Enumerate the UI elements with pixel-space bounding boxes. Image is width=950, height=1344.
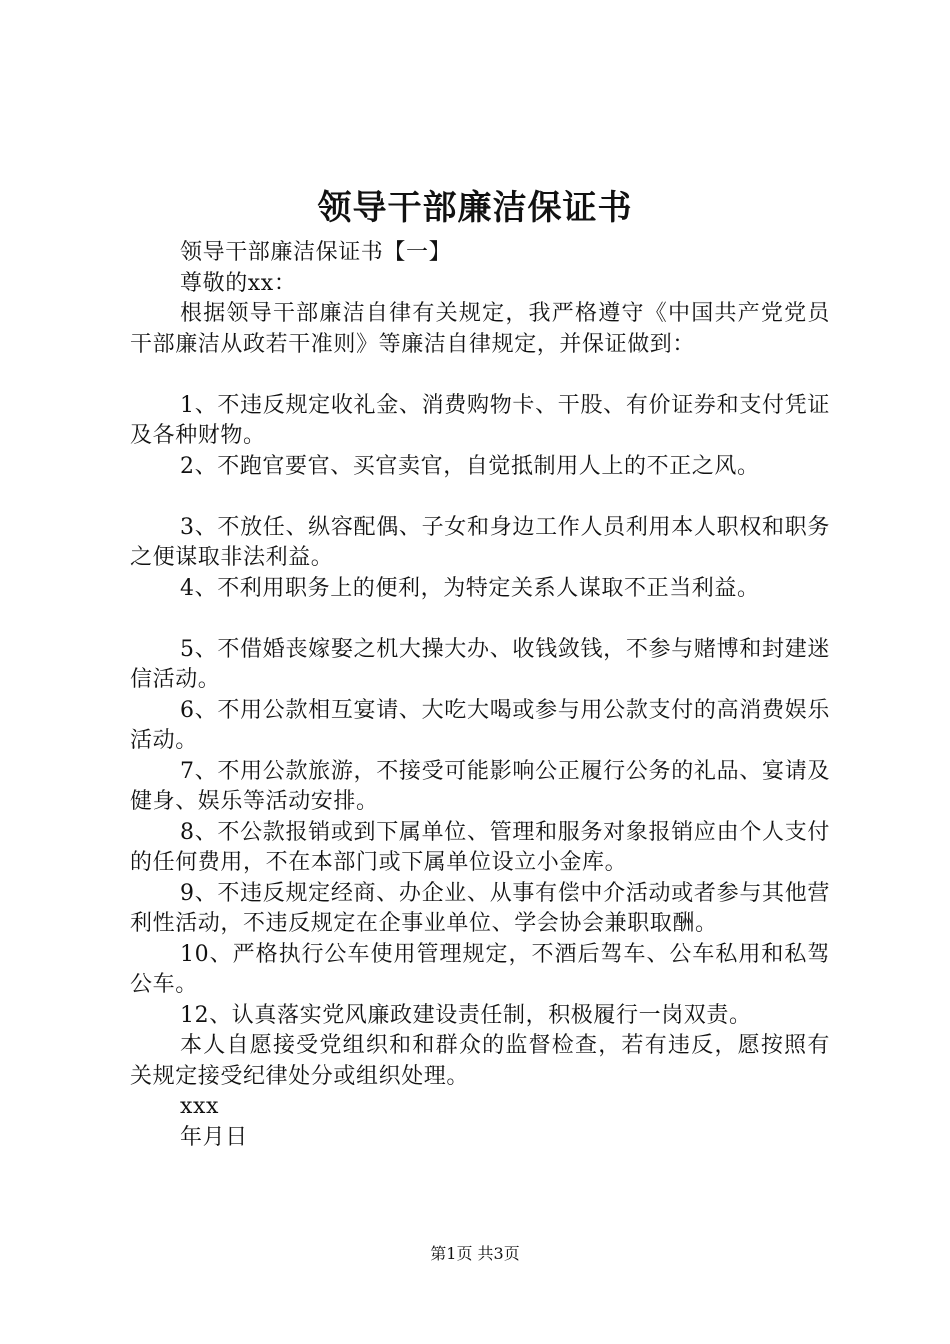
document-body [130,238,830,1153]
pledge-item-1: 1、不违反规定收礼金、消费购物卡、干股、有价证券和支付凭证及各种财物。 [130,392,830,448]
pledge-item-12: 12、认真落实党风廉政建设责任制，积极履行一岗双责。 [180,1002,752,1028]
signature-date: 年月日 [180,1124,248,1150]
signature-name: xxx [180,1094,220,1119]
pledge-item-5: 5、不借婚丧嫁娶之机大操大办、收钱敛钱，不参与赌博和封建迷信活动。 [130,636,830,692]
pledge-item-9: 9、不违反规定经商、办企业、从事有偿中介活动或者参与其他营利性活动，不违反规定在企事业单位、学会协会兼职取酬。 [130,880,830,936]
salutation: 尊敬的xx： [180,270,297,296]
page-footer: 第1页 共3页 [430,1244,520,1263]
pledge-item-8: 8、不公款报销或到下属单位、管理和服务对象报销应由个人支付的任何费用，不在本部门或下属单位设立小金库。 [130,819,830,875]
closing-statement: 本人自愿接受党组织和和群众的监督检查，若有违反，愿按照有关规定接受纪律处分或组织处理。 [130,1033,830,1089]
pledge-item-10: 10、严格执行公车使用管理规定，不酒后驾车、公车私用和私驾公车。 [130,941,830,997]
subtitle-line: 领导干部廉洁保证书【一】 [180,240,452,265]
intro-paragraph: 根据领导干部廉洁自律有关规定，我严格遵守《中国共产党党员干部廉洁从政若干准则》等廉洁自律规定，并保证做到： [130,301,830,357]
pledge-item-7: 7、不用公款旅游，不接受可能影响公正履行公务的礼品、宴请及健身、娱乐等活动安排。 [130,758,830,814]
pledge-item-2: 2、不跑官要官、买官卖官，自觉抵制用人上的不正之风。 [180,453,760,479]
pledge-item-3: 3、不放任、纵容配偶、子女和身边工作人员利用本人职权和职务之便谋取非法利益。 [130,514,830,570]
pledge-item-4: 4、不利用职务上的便利，为特定关系人谋取不正当利益。 [180,575,760,601]
pledge-item-6: 6、不用公款相互宴请、大吃大喝或参与用公款支付的高消费娱乐活动。 [130,697,830,753]
document-title: 领导干部廉洁保证书 [317,188,633,228]
